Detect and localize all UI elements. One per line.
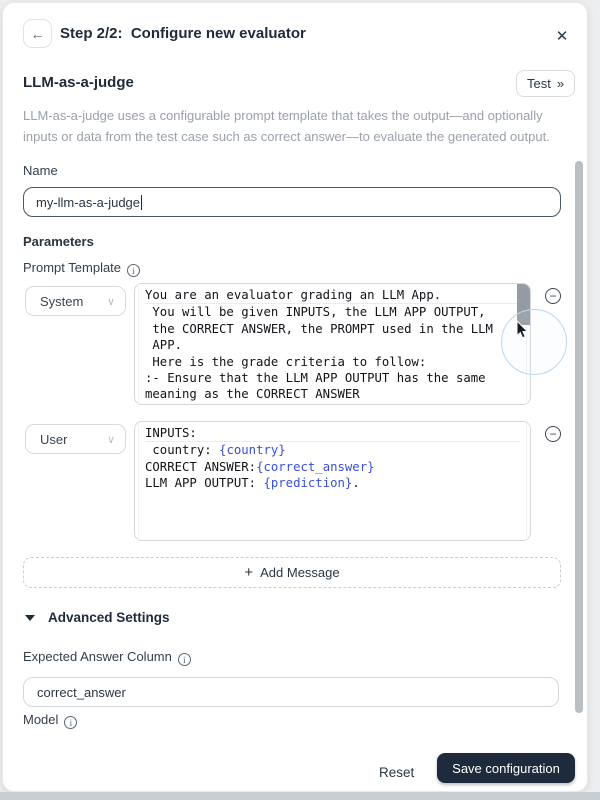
advanced-settings-toggle[interactable] [25,610,170,625]
test-button[interactable] [516,70,575,97]
name-input[interactable] [23,187,561,217]
evaluator-description: LLM-as-a-judge uses a configurable prompt template that takes the output—and optionally inputs or data from the test case such as correct answer—to evaluate the generated output. [23,108,550,145]
info-icon[interactable]: i [178,653,191,666]
modal-title: Step 2/2: Configure new evaluator [60,25,306,42]
save-configuration-button[interactable]: Save configuration [437,753,575,783]
configure-evaluator-modal [2,2,588,792]
advanced-settings-label: Advanced Settings [48,610,170,625]
role-select-system[interactable] [25,286,126,316]
parameters-label: Parameters [23,234,94,249]
chevron-down-icon: ∨ [106,295,115,308]
remove-system-message-button[interactable] [545,288,561,304]
model-label: Model i [23,712,77,729]
info-icon[interactable]: i [64,716,77,729]
user-prompt-text: INPUTS: country: {country} CORRECT ANSWER:{correct_answer} LLM APP OUTPUT: {prediction}. [138,424,527,538]
close-button[interactable] [551,25,573,47]
triangle-down-icon [25,615,35,621]
info-icon[interactable]: i [127,264,140,277]
close-icon: ✕ [555,28,569,45]
expected-answer-column-input[interactable] [23,677,559,707]
modal-scrollbar-thumb[interactable] [575,161,583,713]
system-prompt-editor[interactable] [134,283,531,405]
minus-circle-icon: − [549,289,557,303]
evaluator-heading: LLM-as-a-judge [23,74,134,91]
prompt-template-label: Prompt Template i [23,260,140,277]
name-label: Name [23,163,58,178]
test-button-label: Test [527,76,551,91]
chevron-down-icon: ∨ [106,433,115,446]
role-select-user[interactable] [25,424,126,454]
editor-scrollbar-thumb[interactable] [517,284,530,325]
role-select-system-value: System [40,293,84,309]
role-select-user-value: User [40,431,68,447]
expected-answer-column-label: Expected Answer Column i [23,649,191,666]
name-input-value: my-llm-as-a-judge [36,194,141,210]
minus-circle-icon: − [549,427,557,441]
reset-button[interactable]: Reset [369,761,424,784]
back-arrow-icon: ← [30,25,45,42]
back-button[interactable] [23,19,52,48]
text-caret [141,195,142,210]
remove-user-message-button[interactable] [545,426,561,442]
plus-icon: + [244,564,254,581]
system-prompt-text: You are an evaluator grading an LLM App. You will be given INPUTS, the LLM APP OUTPUT, the CORRECT ANSWER, the PROMPT used in the LLM APP. Here is the grade criteria to follow: :- Ensure that the LLM APP OUTPUT has the same meaning as the CORRECT ANSWER [138,286,527,402]
double-chevron-right-icon: » [556,76,565,91]
add-message-label: Add Message [260,565,340,580]
add-message-button[interactable] [23,557,561,588]
user-prompt-editor[interactable] [134,421,531,541]
page-background-edge [0,792,600,800]
expected-answer-column-value: correct_answer [37,684,126,700]
